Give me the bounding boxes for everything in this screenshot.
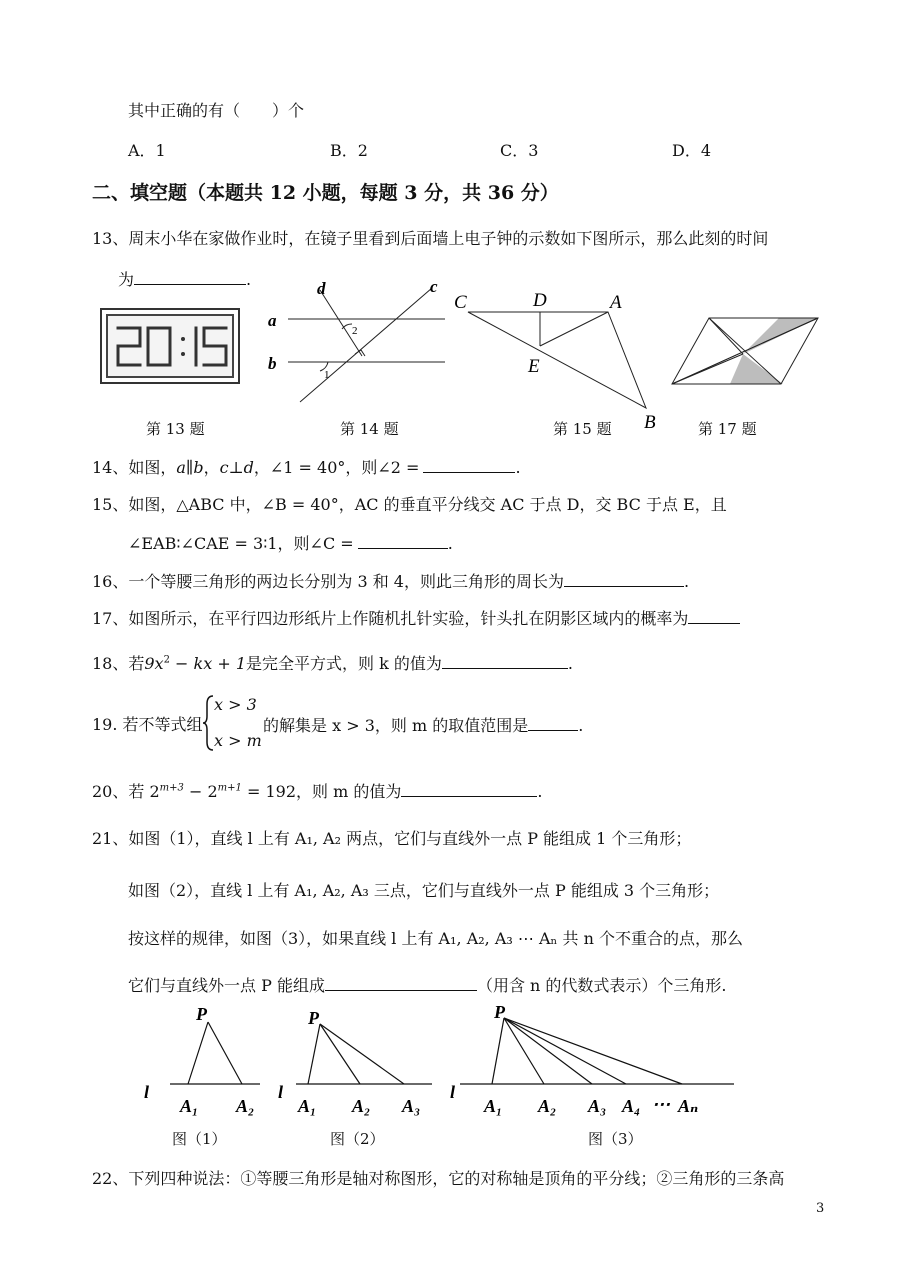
fig21-2-A3: A₃ — [402, 1096, 421, 1116]
q14-b: b — [193, 458, 204, 477]
fig21-2-A2: A₂ — [352, 1096, 371, 1116]
fig13-clock — [100, 308, 240, 384]
q20-exp2: m+1 — [217, 782, 242, 794]
caption-fig21-3: 图（3） — [588, 1130, 643, 1148]
q12-option-c: C．3 — [500, 141, 539, 160]
q13-line2 — [118, 268, 251, 291]
fig21-diagrams — [130, 1000, 750, 1122]
fig14-label-a: a — [268, 311, 277, 330]
q19-answer-blank[interactable] — [528, 714, 578, 731]
fig21-3-A4: A₄ — [622, 1096, 641, 1116]
fig14-label-b: b — [268, 354, 277, 373]
q14-a: a — [176, 458, 186, 477]
q20-mid: − 2 — [183, 782, 218, 801]
q20 — [92, 780, 542, 803]
fig21-1-P: P — [196, 1004, 207, 1024]
q12-stem: 其中正确的有（ ）个 — [128, 101, 305, 120]
q16 — [92, 570, 689, 593]
q19-prefix: 19. 若不等式组 — [92, 715, 203, 734]
fig15-label-D: D — [533, 290, 547, 311]
q14-c: c — [219, 458, 229, 477]
q15-line2 — [128, 532, 453, 555]
q14-d: d — [243, 458, 254, 477]
q16-text: 16、一个等腰三角形的两边长分别为 3 和 4，则此三角形的周长为 — [92, 572, 564, 591]
q21-line4-suffix: （用含 n 的代数式表示）个三角形. — [476, 976, 727, 995]
q21-line2: 如图（2），直线 l 上有 A₁, A₂, A₃ 三点，它们与直线外一点 P 能组成 3 个三角形； — [128, 881, 720, 900]
q12-option-a: A．1 — [128, 141, 166, 160]
q19-row1: x > 3 — [214, 695, 257, 714]
caption-fig15: 第 15 题 — [553, 420, 612, 438]
caption-fig13: 第 13 题 — [146, 420, 205, 438]
q19-mid-line — [263, 714, 583, 737]
q18-expr-b: − kx + 1 — [169, 654, 247, 673]
fig21-2-P: P — [308, 1008, 319, 1028]
q12-option-b: B．2 — [330, 141, 368, 160]
q15-line1: 15、如图，△ABC 中，∠B = 40°，AC 的垂直平分线交 AC 于点 D，交 BC 于点 E，且 — [92, 495, 727, 514]
fig17-parallelogram — [670, 316, 822, 386]
q20-prefix: 20、若 2 — [92, 782, 160, 801]
q19-mid: 的解集是 x > 3，则 m 的取值范围是 — [263, 716, 529, 735]
q19-end: . — [578, 716, 584, 735]
fig21-3-l: l — [450, 1082, 456, 1102]
q14-perp: ⊥ — [228, 458, 244, 477]
q22: 22、下列四种说法：①等腰三角形是轴对称图形，它的对称轴是顶角的平分线；②三角形的三条高 — [92, 1169, 785, 1188]
q17-text: 17、如图所示，在平行四边形纸片上作随机扎针实验，针头扎在阴影区域内的概率为 — [92, 609, 689, 628]
fig14-label-c: c — [430, 277, 438, 296]
fig15-label-E: E — [528, 356, 540, 377]
fig14-angle-2: 2 — [352, 325, 358, 337]
fig21-1-A2: A₂ — [236, 1096, 255, 1116]
fig21-3-A2: A₂ — [538, 1096, 557, 1116]
section-title: 二、填空题（本题共 12 小题，每题 3 分，共 36 分） — [92, 182, 559, 204]
q14-sep: ， — [203, 458, 220, 477]
q21-line4 — [128, 974, 727, 997]
q13-answer-blank[interactable] — [134, 268, 246, 285]
caption-fig21-2: 图（2） — [330, 1130, 385, 1148]
q16-answer-blank[interactable] — [564, 570, 684, 587]
q18-exponent: 2 — [163, 654, 170, 666]
q18-expr-a: 9x — [144, 654, 164, 673]
page-number: 3 — [816, 1201, 825, 1216]
q13-prefix: 为 — [118, 270, 135, 289]
fig21-1-l: l — [144, 1082, 150, 1102]
fig21-2-A1: A₁ — [298, 1096, 317, 1116]
q14-rest: ，∠1 = 40°，则∠2 = — [253, 458, 420, 477]
fig21-3-A3: A₃ — [588, 1096, 607, 1116]
fig15-triangle — [450, 284, 670, 432]
fig14-label-d: d — [317, 279, 326, 298]
fig14-parallel-lines — [262, 274, 452, 414]
q14 — [92, 456, 521, 479]
clock-colon-top — [181, 337, 185, 341]
q14-parallel: ∥ — [185, 458, 194, 477]
fig15-label-C: C — [454, 292, 467, 313]
q17-answer-blank[interactable] — [688, 607, 740, 624]
fig15-label-A: A — [610, 292, 622, 313]
q20-eq: = 192，则 m 的值为 — [241, 782, 402, 801]
q21-line1: 21、如图（1），直线 l 上有 A₁, A₂ 两点，它们与直线外一点 P 能组成 1 个三角形； — [92, 829, 692, 848]
q19-row2: x > m — [214, 731, 262, 750]
q18-suffix: 是完全平方式，则 k 的值为 — [246, 654, 442, 673]
fig21-2-l: l — [278, 1082, 284, 1102]
q21-answer-blank[interactable] — [325, 974, 477, 991]
q15-prefix: ∠EAB∶∠CAE = 3∶1，则∠C = — [128, 534, 354, 553]
fig21-diagram-2 — [278, 1008, 432, 1116]
q14-answer-blank[interactable] — [423, 456, 515, 473]
q18-end: . — [567, 654, 573, 673]
q21-line3: 按这样的规律，如图（3），如果直线 l 上有 A₁, A₂, A₃ ⋯ Aₙ 共 n 个不重合的点，那么 — [128, 929, 744, 948]
fig14-angle-1: 1 — [324, 369, 330, 381]
caption-fig17: 第 17 题 — [698, 420, 757, 438]
fig21-3-An: Aₙ — [678, 1096, 699, 1116]
q14-num: 14、如图， — [92, 458, 177, 477]
q18-answer-blank[interactable] — [442, 652, 568, 669]
clock-colon-bottom — [181, 352, 185, 356]
q18 — [92, 652, 573, 675]
q13-suffix: . — [246, 270, 252, 289]
q20-end: . — [537, 782, 543, 801]
fig15-label-B: B — [644, 412, 656, 432]
caption-fig21-1: 图（1） — [172, 1130, 227, 1148]
q12-option-d: D．4 — [672, 141, 712, 160]
q20-exp1: m+3 — [159, 782, 184, 794]
fig21-1-A1: A₁ — [180, 1096, 199, 1116]
q15-answer-blank[interactable] — [358, 532, 448, 549]
q15-suffix: . — [447, 534, 453, 553]
fig21-3-dots: ⋯ — [652, 1094, 670, 1114]
q20-answer-blank[interactable] — [401, 780, 537, 797]
q18-prefix: 18、若 — [92, 654, 145, 673]
fig21-diagram-3 — [450, 1002, 734, 1116]
fig21-3-P: P — [494, 1002, 505, 1022]
q13-line1: 13、周末小华在家做作业时，在镜子里看到后面墙上电子钟的示数如下图所示，那么此刻的时间 — [92, 229, 769, 248]
q14-end: . — [515, 458, 521, 477]
q21-line4-prefix: 它们与直线外一点 P 能组成 — [128, 976, 325, 995]
caption-fig14: 第 14 题 — [340, 420, 399, 438]
q17 — [92, 607, 740, 630]
q16-end: . — [683, 572, 690, 591]
fig21-diagram-1 — [144, 1004, 260, 1116]
fig21-3-A1: A₁ — [484, 1096, 503, 1116]
